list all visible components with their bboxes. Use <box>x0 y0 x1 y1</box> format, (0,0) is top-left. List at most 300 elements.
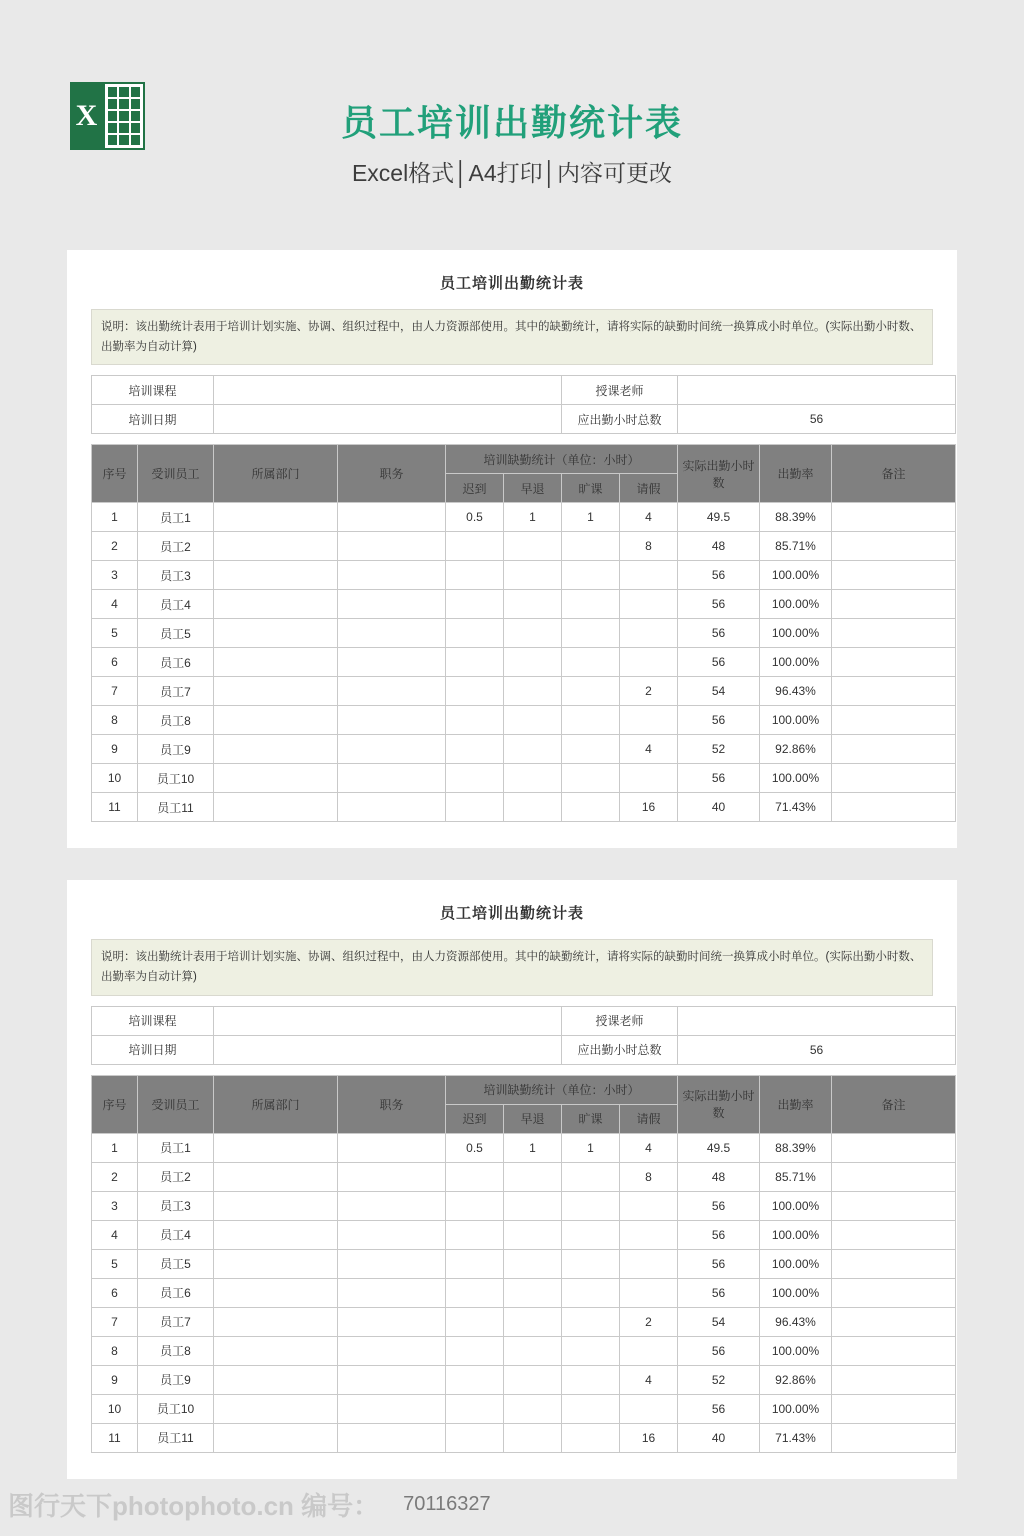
row-remark[interactable] <box>832 677 956 706</box>
row-leave[interactable] <box>620 1278 678 1307</box>
row-remark[interactable] <box>832 1220 956 1249</box>
row-actual-hours[interactable]: 49.5 <box>678 503 760 532</box>
th-late-2: 迟到 <box>446 1104 504 1133</box>
row-attendance-rate[interactable]: 100.00% <box>760 619 832 648</box>
row-leave[interactable]: 4 <box>620 1365 678 1394</box>
page-subtitle: Excel格式│A4打印│内容可更改 <box>351 160 673 186</box>
row-truancy[interactable] <box>562 561 620 590</box>
row-position[interactable] <box>338 793 446 822</box>
row-attendance-rate[interactable]: 96.43% <box>760 677 832 706</box>
row-department[interactable] <box>214 532 338 561</box>
row-trainee[interactable]: 员工5 <box>138 1249 214 1278</box>
row-actual-hours[interactable]: 56 <box>678 1191 760 1220</box>
course-value[interactable] <box>214 376 562 405</box>
row-remark[interactable] <box>832 1249 956 1278</box>
row-late[interactable] <box>446 1220 504 1249</box>
row-department[interactable] <box>214 1307 338 1336</box>
row-remark[interactable] <box>832 648 956 677</box>
row-late[interactable] <box>446 735 504 764</box>
table-row <box>92 1249 956 1278</box>
page-header <box>0 0 1024 250</box>
table-row <box>92 503 956 532</box>
table-row <box>92 1423 956 1452</box>
row-leave[interactable] <box>620 590 678 619</box>
row-remark[interactable] <box>832 619 956 648</box>
row-position[interactable] <box>338 1336 446 1365</box>
row-position[interactable] <box>338 1162 446 1191</box>
th-trainee: 受训员工 <box>138 445 214 503</box>
sheet-preview-2 <box>67 880 957 1478</box>
row-truancy[interactable] <box>562 1191 620 1220</box>
row-remark[interactable] <box>832 735 956 764</box>
sheet-note-2: 说明：该出勤统计表用于培训计划实施、协调、组织过程中，由人力资源部使用。其中的缺勤统计，请将实际的缺勤时间统一换算成小时单位。(实际出勤小时数、出勤率为自动计算) <box>91 939 933 995</box>
row-late[interactable] <box>446 1249 504 1278</box>
total-hours-value[interactable]: 56 <box>678 405 956 434</box>
row-late[interactable] <box>446 1307 504 1336</box>
row-position[interactable] <box>338 735 446 764</box>
row-trainee[interactable]: 员工7 <box>138 1307 214 1336</box>
row-trainee[interactable]: 员工1 <box>138 1133 214 1162</box>
row-late[interactable] <box>446 1365 504 1394</box>
th-remark-2: 备注 <box>832 1075 956 1133</box>
teacher-value[interactable] <box>678 376 956 405</box>
row-late[interactable] <box>446 793 504 822</box>
row-trainee[interactable]: 员工7 <box>138 677 214 706</box>
row-early-leave[interactable] <box>504 706 562 735</box>
row-department[interactable] <box>214 1220 338 1249</box>
row-index[interactable]: 4 <box>92 1220 138 1249</box>
row-department[interactable] <box>214 619 338 648</box>
row-position[interactable] <box>338 1394 446 1423</box>
excel-logo-letter: X <box>70 82 103 150</box>
row-position[interactable] <box>338 706 446 735</box>
row-index[interactable]: 2 <box>92 1162 138 1191</box>
course-label-2: 培训课程 <box>92 1006 214 1035</box>
date-value-2[interactable] <box>214 1035 562 1064</box>
th-trainee-2: 受训员工 <box>138 1075 214 1133</box>
row-remark[interactable] <box>832 1423 956 1452</box>
row-actual-hours[interactable]: 56 <box>678 1394 760 1423</box>
total-hours-label: 应出勤小时总数 <box>562 405 678 434</box>
row-early-leave[interactable] <box>504 1423 562 1452</box>
row-trainee[interactable]: 员工11 <box>138 793 214 822</box>
row-early-leave[interactable] <box>504 793 562 822</box>
row-trainee[interactable]: 员工6 <box>138 1278 214 1307</box>
row-trainee[interactable]: 员工4 <box>138 1220 214 1249</box>
row-attendance-rate[interactable]: 85.71% <box>760 532 832 561</box>
row-leave[interactable]: 4 <box>620 503 678 532</box>
row-actual-hours[interactable]: 52 <box>678 1365 760 1394</box>
row-trainee[interactable]: 员工10 <box>138 1394 214 1423</box>
th-absence-group-2: 培训缺勤统计（单位：小时） <box>446 1075 678 1104</box>
table-row <box>92 764 956 793</box>
row-trainee[interactable]: 员工9 <box>138 1365 214 1394</box>
row-department[interactable] <box>214 590 338 619</box>
row-truancy[interactable] <box>562 590 620 619</box>
row-actual-hours[interactable]: 54 <box>678 677 760 706</box>
row-index[interactable]: 3 <box>92 1191 138 1220</box>
row-truancy[interactable] <box>562 764 620 793</box>
table-row <box>92 1336 956 1365</box>
row-attendance-rate[interactable]: 96.43% <box>760 1307 832 1336</box>
row-actual-hours[interactable]: 40 <box>678 1423 760 1452</box>
row-late[interactable] <box>446 561 504 590</box>
th-position-2: 职务 <box>338 1075 446 1133</box>
row-truancy[interactable] <box>562 1278 620 1307</box>
row-late[interactable] <box>446 1278 504 1307</box>
row-leave[interactable] <box>620 764 678 793</box>
date-value[interactable] <box>214 405 562 434</box>
row-early-leave[interactable] <box>504 1307 562 1336</box>
row-position[interactable] <box>338 1191 446 1220</box>
row-attendance-rate[interactable]: 100.00% <box>760 1249 832 1278</box>
row-actual-hours[interactable]: 56 <box>678 1278 760 1307</box>
row-index[interactable]: 11 <box>92 1423 138 1452</box>
row-position[interactable] <box>338 532 446 561</box>
info-table <box>91 375 956 434</box>
info-row-date-2 <box>92 1035 956 1064</box>
row-position[interactable] <box>338 764 446 793</box>
row-attendance-rate[interactable]: 100.00% <box>760 648 832 677</box>
total-hours-value-2[interactable]: 56 <box>678 1035 956 1064</box>
row-early-leave[interactable] <box>504 561 562 590</box>
row-trainee[interactable]: 员工8 <box>138 706 214 735</box>
row-late[interactable] <box>446 619 504 648</box>
row-actual-hours[interactable]: 56 <box>678 1220 760 1249</box>
row-trainee[interactable]: 员工9 <box>138 735 214 764</box>
row-remark[interactable] <box>832 706 956 735</box>
row-late[interactable] <box>446 1162 504 1191</box>
row-remark[interactable] <box>832 1394 956 1423</box>
row-index[interactable]: 6 <box>92 1278 138 1307</box>
row-department[interactable] <box>214 1394 338 1423</box>
row-early-leave[interactable] <box>504 1249 562 1278</box>
row-actual-hours[interactable]: 56 <box>678 648 760 677</box>
row-remark[interactable] <box>832 590 956 619</box>
row-index[interactable]: 9 <box>92 735 138 764</box>
row-late[interactable] <box>446 648 504 677</box>
sheet-preview-1 <box>67 250 957 848</box>
row-truancy[interactable] <box>562 677 620 706</box>
row-early-leave[interactable]: 1 <box>504 503 562 532</box>
row-leave[interactable]: 4 <box>620 1133 678 1162</box>
row-trainee[interactable]: 员工5 <box>138 619 214 648</box>
table-row <box>92 1191 956 1220</box>
row-late[interactable] <box>446 764 504 793</box>
row-actual-hours[interactable]: 56 <box>678 706 760 735</box>
row-remark[interactable] <box>832 532 956 561</box>
row-truancy[interactable]: 1 <box>562 1133 620 1162</box>
row-trainee[interactable]: 员工2 <box>138 532 214 561</box>
row-early-leave[interactable] <box>504 1191 562 1220</box>
row-truancy[interactable] <box>562 1307 620 1336</box>
date-label: 培训日期 <box>92 405 214 434</box>
th-leave-2: 请假 <box>620 1104 678 1133</box>
attendance-table-body-1 <box>92 503 956 822</box>
row-department[interactable] <box>214 1278 338 1307</box>
row-index[interactable]: 10 <box>92 764 138 793</box>
row-attendance-rate[interactable]: 71.43% <box>760 793 832 822</box>
row-remark[interactable] <box>832 1191 956 1220</box>
row-early-leave[interactable] <box>504 1278 562 1307</box>
row-early-leave[interactable] <box>504 1162 562 1191</box>
row-late[interactable] <box>446 1423 504 1452</box>
row-attendance-rate[interactable]: 100.00% <box>760 1336 832 1365</box>
row-leave[interactable]: 2 <box>620 1307 678 1336</box>
row-attendance-rate[interactable]: 92.86% <box>760 1365 832 1394</box>
row-late[interactable] <box>446 1191 504 1220</box>
row-early-leave[interactable] <box>504 648 562 677</box>
teacher-value-2[interactable] <box>678 1006 956 1035</box>
row-index[interactable]: 6 <box>92 648 138 677</box>
row-index[interactable]: 3 <box>92 561 138 590</box>
row-department[interactable] <box>214 706 338 735</box>
row-truancy[interactable] <box>562 1220 620 1249</box>
table-row <box>92 1278 956 1307</box>
row-attendance-rate[interactable]: 100.00% <box>760 590 832 619</box>
row-leave[interactable] <box>620 561 678 590</box>
th-remark: 备注 <box>832 445 956 503</box>
footer-watermark <box>0 1484 1024 1524</box>
table-row <box>92 1162 956 1191</box>
row-leave[interactable]: 8 <box>620 1162 678 1191</box>
row-index[interactable]: 8 <box>92 706 138 735</box>
row-remark[interactable] <box>832 1133 956 1162</box>
row-attendance-rate[interactable]: 100.00% <box>760 1191 832 1220</box>
row-truancy[interactable] <box>562 1336 620 1365</box>
row-trainee[interactable]: 员工3 <box>138 1191 214 1220</box>
row-attendance-rate[interactable]: 100.00% <box>760 1394 832 1423</box>
row-index[interactable]: 7 <box>92 1307 138 1336</box>
row-actual-hours[interactable]: 40 <box>678 793 760 822</box>
row-index[interactable]: 7 <box>92 677 138 706</box>
table-row <box>92 706 956 735</box>
date-label-2: 培训日期 <box>92 1035 214 1064</box>
row-department[interactable] <box>214 648 338 677</box>
row-trainee[interactable]: 员工10 <box>138 764 214 793</box>
row-department[interactable] <box>214 1162 338 1191</box>
row-truancy[interactable] <box>562 1162 620 1191</box>
th-position: 职务 <box>338 445 446 503</box>
row-position[interactable] <box>338 1307 446 1336</box>
info-row-date <box>92 405 956 434</box>
row-remark[interactable] <box>832 503 956 532</box>
row-index[interactable]: 10 <box>92 1394 138 1423</box>
row-department[interactable] <box>214 1365 338 1394</box>
row-attendance-rate[interactable]: 71.43% <box>760 1423 832 1452</box>
row-position[interactable] <box>338 590 446 619</box>
row-attendance-rate[interactable]: 100.00% <box>760 764 832 793</box>
row-position[interactable] <box>338 648 446 677</box>
row-early-leave[interactable] <box>504 1365 562 1394</box>
row-late[interactable] <box>446 677 504 706</box>
row-attendance-rate[interactable]: 100.00% <box>760 706 832 735</box>
course-label: 培训课程 <box>92 376 214 405</box>
row-truancy[interactable] <box>562 1394 620 1423</box>
th-truancy-2: 旷课 <box>562 1104 620 1133</box>
row-late[interactable] <box>446 706 504 735</box>
row-attendance-rate[interactable]: 92.86% <box>760 735 832 764</box>
table-row <box>92 590 956 619</box>
row-department[interactable] <box>214 503 338 532</box>
row-leave[interactable] <box>620 1191 678 1220</box>
row-position[interactable] <box>338 503 446 532</box>
row-remark[interactable] <box>832 793 956 822</box>
th-department: 所属部门 <box>214 445 338 503</box>
row-leave[interactable] <box>620 1220 678 1249</box>
th-actual-hours-2: 实际出勤小时数 <box>678 1075 760 1133</box>
row-department[interactable] <box>214 764 338 793</box>
row-late[interactable]: 0.5 <box>446 503 504 532</box>
row-position[interactable] <box>338 1423 446 1452</box>
row-trainee[interactable]: 员工3 <box>138 561 214 590</box>
row-actual-hours[interactable]: 56 <box>678 561 760 590</box>
row-truancy[interactable] <box>562 648 620 677</box>
row-index[interactable]: 1 <box>92 503 138 532</box>
row-index[interactable]: 1 <box>92 1133 138 1162</box>
teacher-label: 授课老师 <box>562 376 678 405</box>
row-leave[interactable] <box>620 1394 678 1423</box>
row-truancy[interactable] <box>562 793 620 822</box>
row-late[interactable]: 0.5 <box>446 1133 504 1162</box>
row-leave[interactable] <box>620 1336 678 1365</box>
row-leave[interactable]: 16 <box>620 793 678 822</box>
row-early-leave[interactable] <box>504 532 562 561</box>
th-department-2: 所属部门 <box>214 1075 338 1133</box>
row-department[interactable] <box>214 793 338 822</box>
row-truancy[interactable] <box>562 1249 620 1278</box>
row-remark[interactable] <box>832 1162 956 1191</box>
row-early-leave[interactable] <box>504 1220 562 1249</box>
row-index[interactable]: 11 <box>92 793 138 822</box>
row-actual-hours[interactable]: 56 <box>678 619 760 648</box>
row-remark[interactable] <box>832 1307 956 1336</box>
row-truancy[interactable] <box>562 706 620 735</box>
row-department[interactable] <box>214 561 338 590</box>
row-trainee[interactable]: 员工11 <box>138 1423 214 1452</box>
row-late[interactable] <box>446 1336 504 1365</box>
row-department[interactable] <box>214 1249 338 1278</box>
row-position[interactable] <box>338 1133 446 1162</box>
row-index[interactable]: 8 <box>92 1336 138 1365</box>
row-remark[interactable] <box>832 1336 956 1365</box>
info-row-course-2 <box>92 1006 956 1035</box>
row-leave[interactable] <box>620 1249 678 1278</box>
row-leave[interactable]: 2 <box>620 677 678 706</box>
row-leave[interactable] <box>620 619 678 648</box>
row-department[interactable] <box>214 1336 338 1365</box>
row-index[interactable]: 5 <box>92 1249 138 1278</box>
row-actual-hours[interactable]: 52 <box>678 735 760 764</box>
th-actual-hours: 实际出勤小时数 <box>678 445 760 503</box>
row-early-leave[interactable] <box>504 677 562 706</box>
table-row <box>92 619 956 648</box>
row-department[interactable] <box>214 1191 338 1220</box>
row-trainee[interactable]: 员工8 <box>138 1336 214 1365</box>
row-trainee[interactable]: 员工2 <box>138 1162 214 1191</box>
row-position[interactable] <box>338 619 446 648</box>
row-department[interactable] <box>214 735 338 764</box>
row-leave[interactable]: 8 <box>620 532 678 561</box>
th-attendance-rate: 出勤率 <box>760 445 832 503</box>
page-title: 员工培训出勤统计表 <box>340 102 683 143</box>
row-leave[interactable]: 4 <box>620 735 678 764</box>
row-late[interactable] <box>446 590 504 619</box>
row-attendance-rate[interactable]: 88.39% <box>760 503 832 532</box>
row-early-leave[interactable] <box>504 735 562 764</box>
row-truancy[interactable] <box>562 735 620 764</box>
row-attendance-rate[interactable]: 85.71% <box>760 1162 832 1191</box>
row-department[interactable] <box>214 1133 338 1162</box>
row-position[interactable] <box>338 561 446 590</box>
row-trainee[interactable]: 员工4 <box>138 590 214 619</box>
row-early-leave[interactable] <box>504 764 562 793</box>
row-leave[interactable]: 16 <box>620 1423 678 1452</box>
row-early-leave[interactable] <box>504 619 562 648</box>
row-early-leave[interactable] <box>504 1336 562 1365</box>
row-truancy[interactable] <box>562 1365 620 1394</box>
row-position[interactable] <box>338 677 446 706</box>
row-truancy[interactable] <box>562 532 620 561</box>
row-position[interactable] <box>338 1220 446 1249</box>
row-trainee[interactable]: 员工1 <box>138 503 214 532</box>
row-index[interactable]: 4 <box>92 590 138 619</box>
row-position[interactable] <box>338 1278 446 1307</box>
row-actual-hours[interactable]: 56 <box>678 590 760 619</box>
row-actual-hours[interactable]: 56 <box>678 1249 760 1278</box>
row-actual-hours[interactable]: 48 <box>678 532 760 561</box>
table-row <box>92 1133 956 1162</box>
row-leave[interactable] <box>620 706 678 735</box>
row-remark[interactable] <box>832 764 956 793</box>
row-actual-hours[interactable]: 48 <box>678 1162 760 1191</box>
row-attendance-rate[interactable]: 100.00% <box>760 1220 832 1249</box>
row-actual-hours[interactable]: 49.5 <box>678 1133 760 1162</box>
table-row <box>92 677 956 706</box>
row-attendance-rate[interactable]: 100.00% <box>760 1278 832 1307</box>
row-department[interactable] <box>214 677 338 706</box>
row-truancy[interactable] <box>562 619 620 648</box>
row-position[interactable] <box>338 1365 446 1394</box>
row-attendance-rate[interactable]: 100.00% <box>760 561 832 590</box>
row-attendance-rate[interactable]: 88.39% <box>760 1133 832 1162</box>
row-early-leave[interactable] <box>504 590 562 619</box>
row-actual-hours[interactable]: 56 <box>678 764 760 793</box>
row-actual-hours[interactable]: 56 <box>678 1336 760 1365</box>
row-early-leave[interactable]: 1 <box>504 1133 562 1162</box>
course-value-2[interactable] <box>214 1006 562 1035</box>
row-remark[interactable] <box>832 1365 956 1394</box>
row-trainee[interactable]: 员工6 <box>138 648 214 677</box>
row-department[interactable] <box>214 1423 338 1452</box>
watermark-id: 70116327 <box>403 1492 491 1515</box>
row-remark[interactable] <box>832 561 956 590</box>
row-index[interactable]: 5 <box>92 619 138 648</box>
th-absence-group: 培训缺勤统计（单位：小时） <box>446 445 678 474</box>
row-truancy[interactable]: 1 <box>562 503 620 532</box>
row-position[interactable] <box>338 1249 446 1278</box>
row-late[interactable] <box>446 1394 504 1423</box>
row-index[interactable]: 9 <box>92 1365 138 1394</box>
row-actual-hours[interactable]: 54 <box>678 1307 760 1336</box>
row-late[interactable] <box>446 532 504 561</box>
row-index[interactable]: 2 <box>92 532 138 561</box>
row-remark[interactable] <box>832 1278 956 1307</box>
row-leave[interactable] <box>620 648 678 677</box>
row-early-leave[interactable] <box>504 1394 562 1423</box>
table-row <box>92 532 956 561</box>
row-truancy[interactable] <box>562 1423 620 1452</box>
